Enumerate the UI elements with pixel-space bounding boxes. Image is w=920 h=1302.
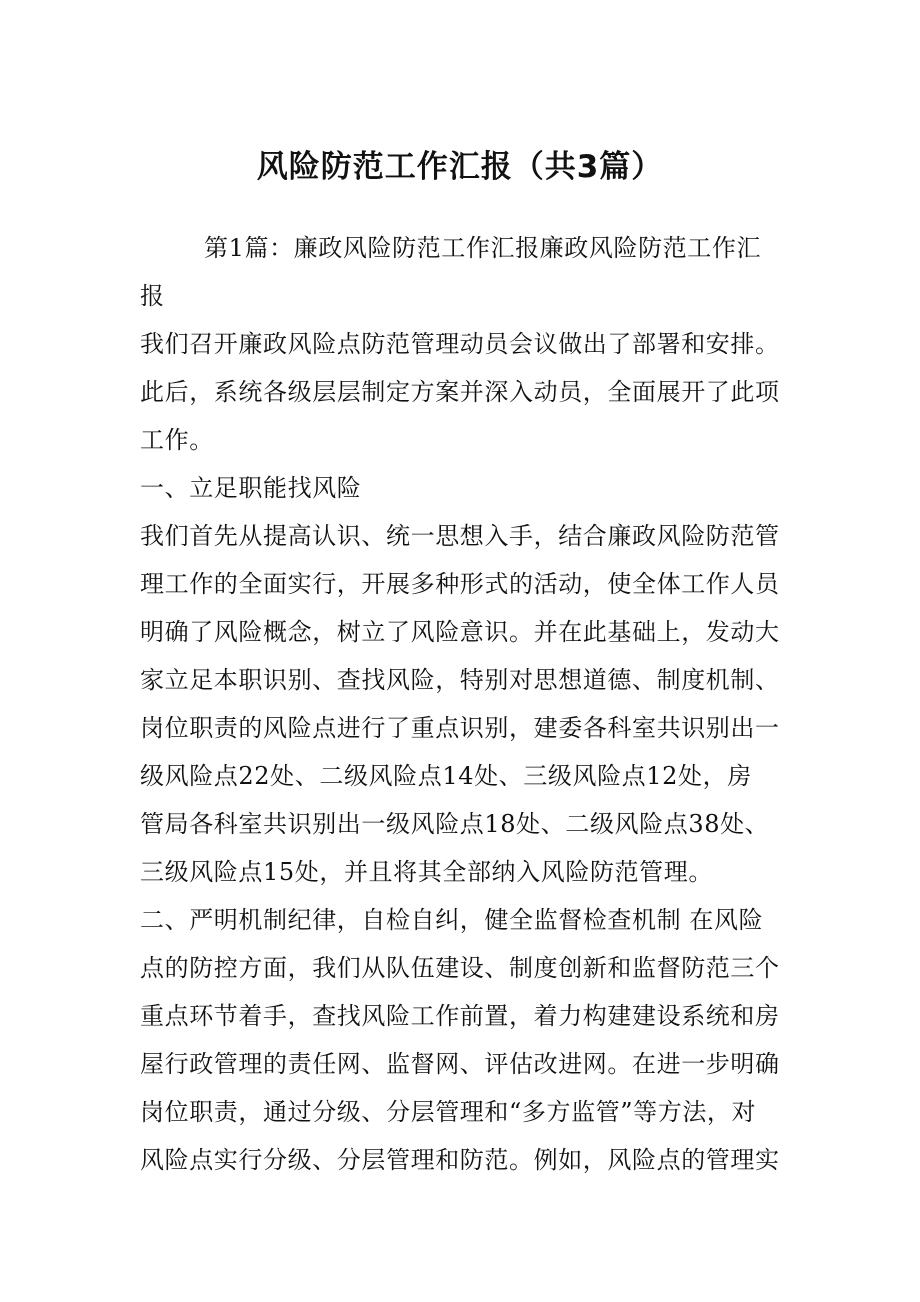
paragraph-line: 理工作的全面实行，开展多种形式的活动，使全体工作人员 bbox=[140, 570, 780, 598]
page-title: 风险防范工作汇报（共3篇） bbox=[256, 149, 664, 185]
paragraph-line: 点的防控方面，我们从队伍建设、制度创新和监督防范三个 bbox=[140, 954, 780, 982]
paragraph-line: 岗位职责，通过分级、分层管理和“多方监管”等方法，对 bbox=[140, 1098, 757, 1126]
section-heading: 二、严明机制纪律，自检自纠，健全监督检查机制 在风险 bbox=[140, 906, 764, 934]
paragraph-line: 屋行政管理的责任网、监督网、评估改进网。在进一步明确 bbox=[140, 1050, 780, 1078]
paragraph-line: 此后，系统各级层层制定方案并深入动员，全面展开了此项 bbox=[140, 378, 780, 406]
paragraph-line: 我们召开廉政风险点防范管理动员会议做出了部署和安排。 bbox=[140, 330, 780, 358]
paragraph-line: 我们首先从提高认识、统一思想入手，结合廉政风险防范管 bbox=[140, 522, 780, 550]
paragraph-line: 重点环节着手，查找风险工作前置，着力构建建设系统和房 bbox=[140, 1002, 780, 1030]
document-body bbox=[140, 224, 790, 1184]
paragraph-line: 家立足本职识别、查找风险，特别对思想道德、制度机制、 bbox=[140, 666, 780, 694]
paragraph-line: 报 bbox=[140, 282, 165, 310]
section-heading: 第1篇：廉政风险防范工作汇报廉政风险防范工作汇 bbox=[204, 234, 762, 262]
paragraph-line: 明确了风险概念，树立了风险意识。并在此基础上，发动大 bbox=[140, 618, 780, 646]
paragraph-line: 级风险点22处、二级风险点14处、三级风险点12处，房 bbox=[140, 762, 752, 790]
paragraph-line: 管局各科室共识别出一级风险点18处、二级风险点38处、 bbox=[140, 810, 770, 838]
section-heading: 一、立足职能找风险 bbox=[140, 474, 362, 502]
paragraph-line: 三级风险点15处，并且将其全部纳入风险防范管理。 bbox=[140, 858, 713, 886]
paragraph-line: 风险点实行分级、分层管理和防范。例如，风险点的管理实 bbox=[140, 1146, 780, 1174]
paragraph-line: 岗位职责的风险点进行了重点识别，建委各科室共识别出一 bbox=[140, 714, 780, 742]
paragraph-line: 工作。 bbox=[140, 426, 214, 454]
